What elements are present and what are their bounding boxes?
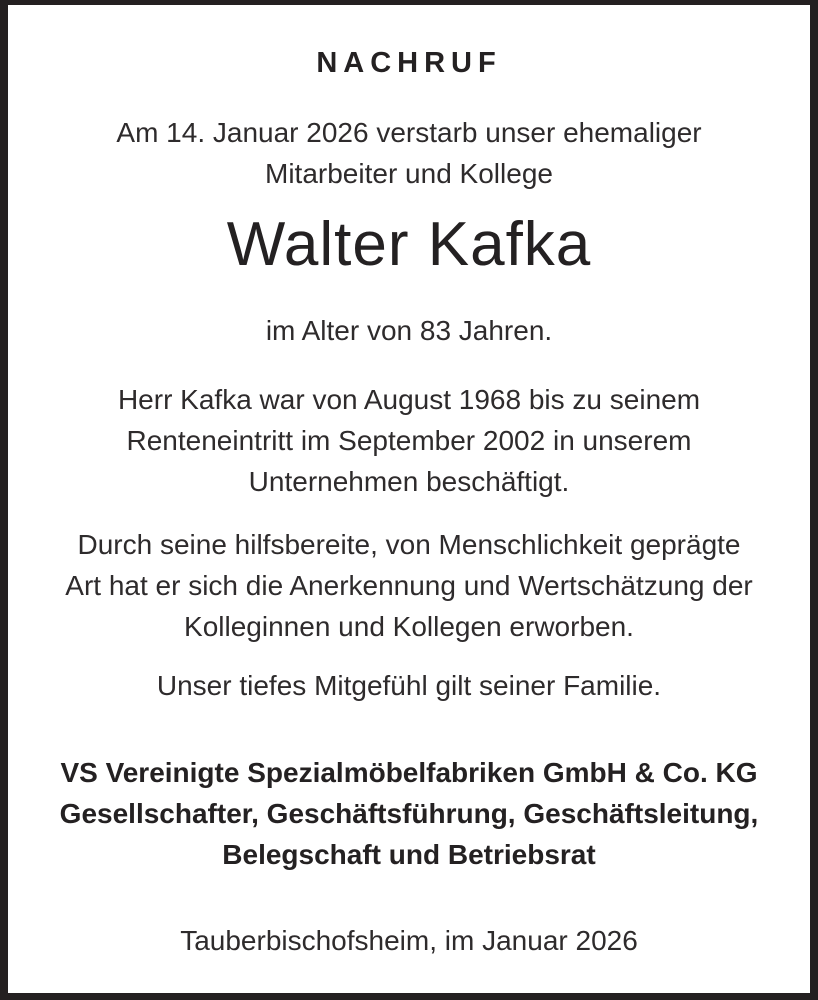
place-date-line: Tauberbischofsheim, im Januar 2026 bbox=[180, 925, 638, 956]
tribute-paragraph bbox=[8, 524, 810, 647]
signatories-roles: Gesellschafter, Geschäftsführung, Geschäftsleitung, bbox=[59, 798, 759, 829]
age-line: im Alter von 83 Jahren. bbox=[265, 315, 553, 346]
employment-line-3: Unternehmen beschäftigt. bbox=[248, 466, 570, 497]
tribute-line-1: Durch seine hilfsbereite, von Menschlichkeit geprägte bbox=[77, 529, 741, 560]
signatories-company: VS Vereinigte Spezialmöbelfabriken GmbH & Co. KG bbox=[60, 757, 758, 788]
intro-paragraph bbox=[8, 112, 810, 194]
tribute-line-3: Kolleginnen und Kollegen erworben. bbox=[184, 611, 634, 642]
intro-line-1: Am 14. Januar 2026 verstarb unser ehemaliger bbox=[116, 117, 702, 148]
tribute-line-2: Art hat er sich die Anerkennung und Wertschätzung der bbox=[65, 570, 753, 601]
employment-paragraph bbox=[8, 379, 810, 502]
employment-line-2: Renteneintritt im September 2002 in unserem bbox=[126, 425, 692, 456]
signatories-staff: Belegschaft und Betriebsrat bbox=[222, 839, 596, 870]
employment-line-1: Herr Kafka war von August 1968 bis zu seinem bbox=[117, 384, 701, 415]
deceased-name: Walter Kafka bbox=[226, 210, 592, 279]
intro-line-2: Mitarbeiter und Kollege bbox=[265, 158, 553, 189]
condolence-line: Unser tiefes Mitgefühl gilt seiner Familie. bbox=[156, 670, 662, 701]
signatories-block bbox=[8, 752, 810, 875]
notice-title: NACHRUF bbox=[316, 47, 502, 79]
